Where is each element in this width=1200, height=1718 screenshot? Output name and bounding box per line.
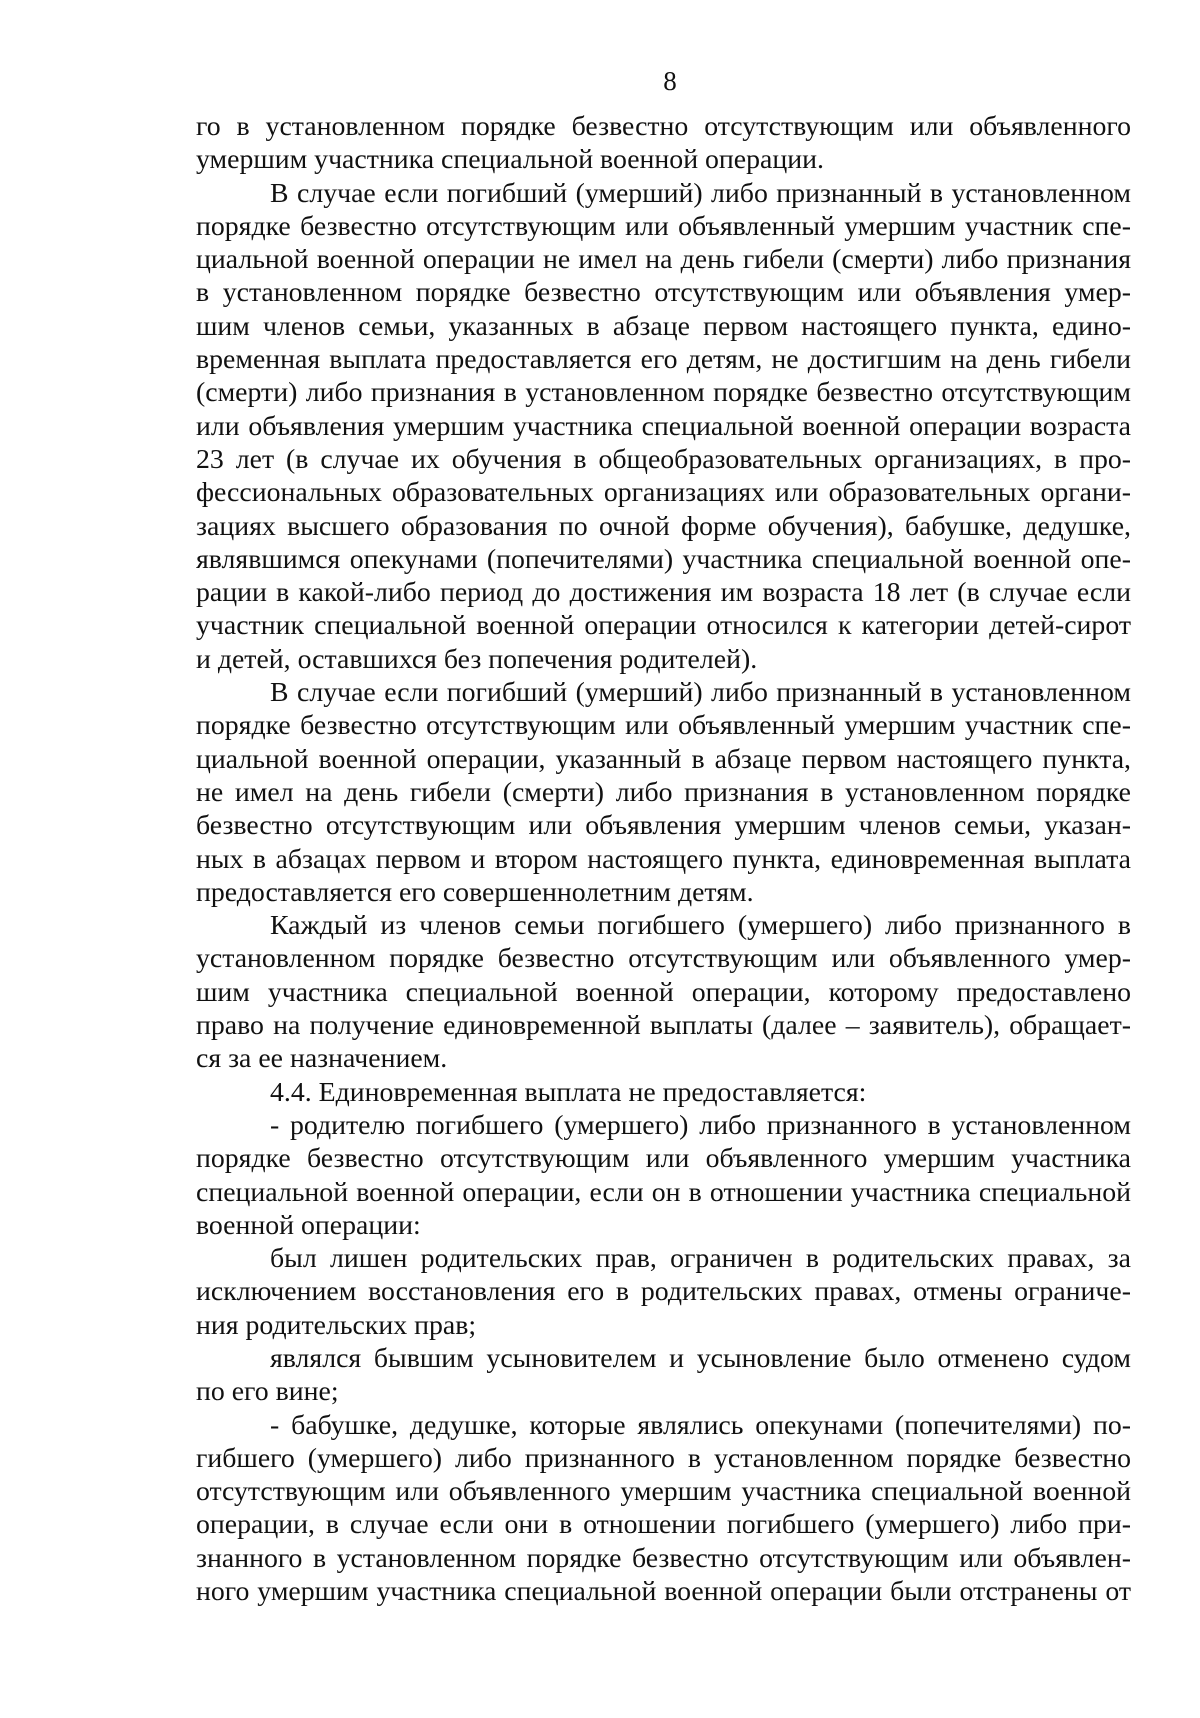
text-line: участник специальной военной операции относился к категории детей-сирот (196, 610, 1131, 642)
text-line: зациях высшего образования по очной форме обучения), бабушке, дедушке, (196, 510, 1131, 542)
text-line: - бабушке, дедушке, которые являлись опекунами (попечителями) по- (270, 1409, 1131, 1441)
document-body (196, 110, 1131, 1608)
text-line: (смерти) либо признания в установленном порядке безвестно отсутствующим (196, 377, 1131, 409)
text-line: В случае если погибший (умерший) либо признанный в установленном (270, 677, 1131, 709)
text-line: по его вине; (196, 1376, 339, 1408)
text-line: предоставляется его совершеннолетним детям. (196, 876, 754, 908)
text-line: временная выплата предоставляется его детям, не достигшим на день гибели (196, 344, 1131, 376)
text-line: порядке безвестно отсутствующим или объявленного умершим участника (196, 1143, 1131, 1175)
text-line: отсутствующим или объявленного умершим участника специальной военной (196, 1476, 1131, 1508)
text-line: гибшего (умершего) либо признанного в установленном порядке безвестно (196, 1442, 1131, 1474)
text-line: операции, в случае если они в отношении погибшего (умершего) либо при- (196, 1509, 1131, 1541)
text-line: циальной военной операции, указанный в абзаце первом настоящего пункта, (196, 743, 1131, 775)
text-line: знанного в установленном порядке безвестно отсутствующим или объявлен- (196, 1542, 1131, 1574)
text-line: 4.4. Единовременная выплата не предоставляется: (270, 1076, 867, 1108)
text-line: циальной военной операции не имел на день гибели (смерти) либо признания (196, 244, 1131, 276)
text-line: исключением восстановления его в родительских правах, отмены ограниче- (196, 1276, 1131, 1308)
text-line: 23 лет (в случае их обучения в общеобразовательных организациях, в про- (196, 443, 1131, 475)
text-line: фессиональных образовательных организациях или образовательных органи- (196, 477, 1131, 509)
text-line: ся за ее назначением. (196, 1043, 448, 1075)
text-line: рации в какой-либо период до достижения им возраста 18 лет (в случае если (196, 577, 1131, 609)
text-line: В случае если погибший (умерший) либо признанный в установленном (270, 177, 1131, 209)
text-line: являлся бывшим усыновителем и усыновление было отменено судом (270, 1342, 1131, 1374)
text-line: ния родительских прав; (196, 1309, 477, 1341)
text-line: военной операции: (196, 1209, 421, 1241)
text-line: ных в абзацах первом и втором настоящего пункта, единовременная выплата (196, 843, 1131, 875)
text-line: умершим участника специальной военной операции. (196, 144, 824, 176)
text-line: являвшимся опекунами (попечителями) участника специальной военной опе- (196, 543, 1131, 575)
text-line: ного умершим участника специальной военной операции были отстранены от (196, 1576, 1131, 1608)
page-number: 8 (663, 66, 677, 96)
text-line: го в установленном порядке безвестно отсутствующим или объявленного (196, 111, 1131, 142)
text-line: порядке безвестно отсутствующим или объявленный умершим участник спе- (196, 710, 1131, 742)
text-line: не имел на день гибели (смерти) либо признания в установленном порядке (196, 776, 1131, 808)
text-line: - родителю погибшего (умершего) либо признанного в установленном (270, 1109, 1131, 1141)
text-line: безвестно отсутствующим или объявления умершим членов семьи, указан- (196, 810, 1131, 842)
text-line: шим членов семьи, указанных в абзаце первом настоящего пункта, едино- (196, 310, 1131, 342)
text-line: установленном порядке безвестно отсутствующим или объявленного умер- (196, 943, 1131, 975)
text-line: был лишен родительских прав, ограничен в родительских правах, за (270, 1243, 1131, 1275)
text-line: в установленном порядке безвестно отсутствующим или объявления умер- (196, 277, 1131, 309)
text-line: специальной военной операции, если он в отношении участника специальной (196, 1176, 1131, 1208)
text-line: или объявления умершим участника специальной военной операции возраста (196, 410, 1131, 442)
text-line: право на получение единовременной выплаты (далее – заявитель), обращает- (196, 1010, 1131, 1042)
text-line: и детей, оставшихся без попечения родителей). (196, 643, 758, 675)
text-line: шим участника специальной военной операции, которому предоставлено (196, 976, 1131, 1008)
text-line: Каждый из членов семьи погибшего (умершего) либо признанного в (270, 910, 1131, 942)
text-line: порядке безвестно отсутствующим или объявленный умершим участник спе- (196, 210, 1131, 242)
